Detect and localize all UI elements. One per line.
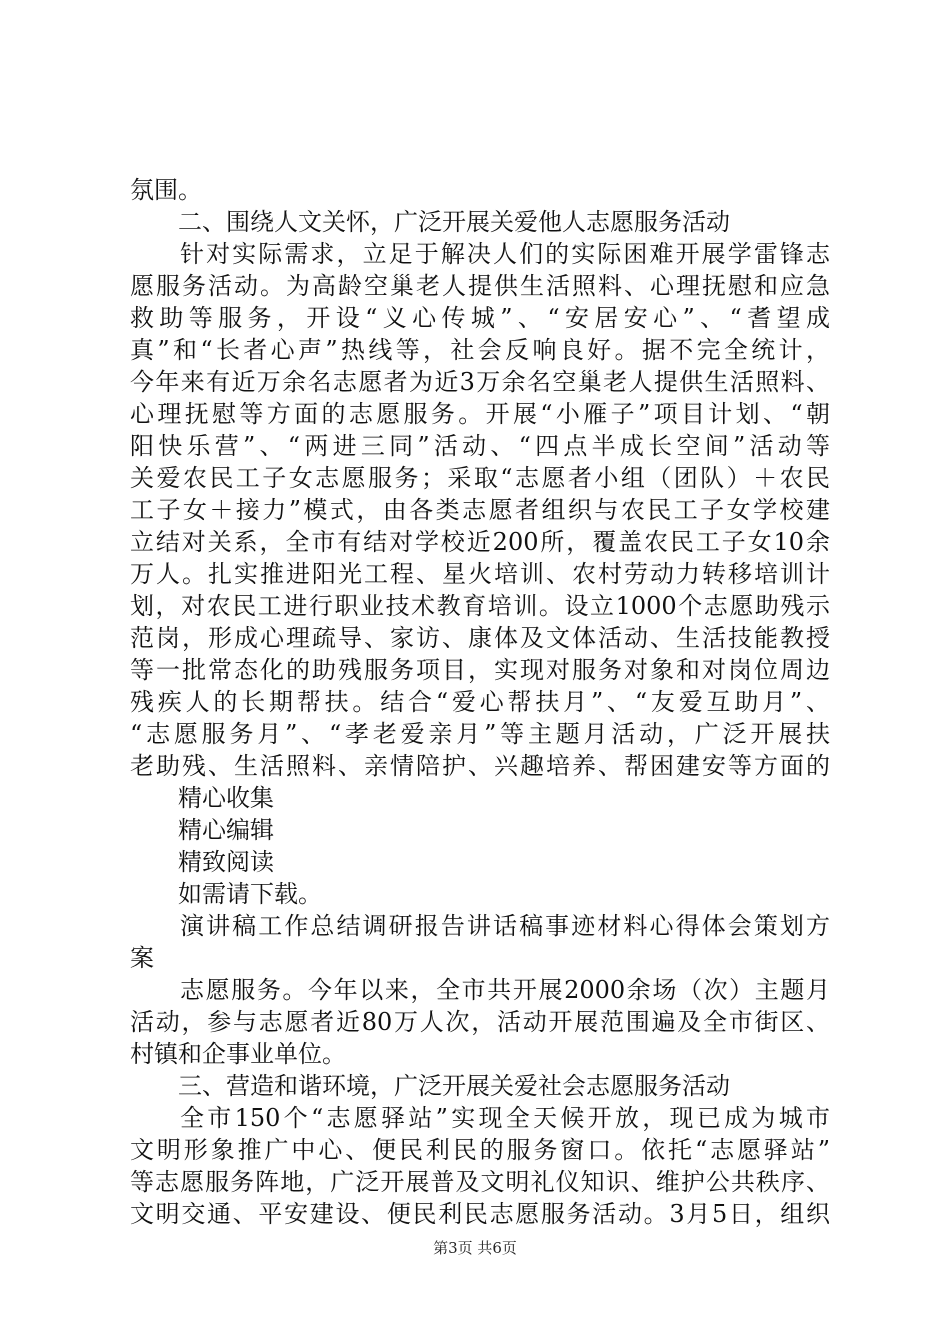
text-line: 今年来有近万余名志愿者为近3万余名空巢老人提供生活照料、 <box>130 368 830 396</box>
promo-line: 精心编辑 <box>178 816 274 844</box>
section-heading: 二、围绕人文关怀，广泛开展关爱他人志愿服务活动 <box>178 208 730 236</box>
text-line: 愿服务活动。为高龄空巢老人提供生活照料、心理抚慰和应急 <box>130 272 830 300</box>
text-line: 等一批常态化的助残服务项目，实现对服务对象和对岗位周边 <box>130 656 830 684</box>
text-line: 救助等服务，开设“义心传城”、“安居安心”、“耆望成 <box>130 304 830 332</box>
text-line: 划，对农民工进行职业技术教育培训。设立1000个志愿助残示 <box>130 592 830 620</box>
text-line: 氛围。 <box>130 176 202 204</box>
text-line: 文明形象推广中心、便民利民的服务窗口。依托“志愿驿站” <box>130 1136 830 1164</box>
text-line: 残疾人的长期帮扶。结合“爱心帮扶月”、“友爱互助月”、 <box>130 688 830 716</box>
paragraph-first-line: 全市150个“志愿驿站”实现全天候开放，现已成为城市 <box>180 1104 830 1132</box>
text-line: 案 <box>130 944 154 972</box>
text-line: 真”和“长者心声”热线等，社会反响良好。据不完全统计， <box>130 336 830 364</box>
document-body <box>130 174 830 1230</box>
text-line: 心理抚慰等方面的志愿服务。开展“小雁子”项目计划、“朝 <box>130 400 830 428</box>
text-line: 村镇和企事业单位。 <box>130 1040 346 1068</box>
text-line: 关爱农民工子女志愿服务；采取“志愿者小组（团队）＋农民 <box>130 464 830 492</box>
paragraph-first-line: 志愿服务。今年以来，全市共开展2000余场（次）主题月 <box>180 976 830 1004</box>
text-line: 老助残、生活照料、亲情陪护、兴趣培养、帮困建安等方面的 <box>130 752 830 780</box>
promo-line: 精致阅读 <box>178 848 274 876</box>
promo-line: 如需请下载。 <box>178 880 322 908</box>
promo-categories-line: 演讲稿工作总结调研报告讲话稿事迹材料心得体会策划方 <box>180 912 830 940</box>
page-footer: 第3页 共6页 <box>433 1239 517 1257</box>
text-line: 文明交通、平安建设、便民利民志愿服务活动。3月5日，组织 <box>130 1200 830 1228</box>
text-line: 等志愿服务阵地，广泛开展普及文明礼仪知识、维护公共秩序、 <box>130 1168 830 1196</box>
text-line: 活动，参与志愿者近80万人次，活动开展范围遍及全市街区、 <box>130 1008 830 1036</box>
text-line: 范岗，形成心理疏导、家访、康体及文体活动、生活技能教授 <box>130 624 830 652</box>
text-line: 万人。扎实推进阳光工程、星火培训、农村劳动力转移培训计 <box>130 560 830 588</box>
text-line: 阳快乐营”、“两进三同”活动、“四点半成长空间”活动等 <box>130 432 830 460</box>
text-line: 立结对关系，全市有结对学校近200所，覆盖农民工子女10余 <box>130 528 830 556</box>
section-heading: 三、营造和谐环境，广泛开展关爱社会志愿服务活动 <box>178 1072 730 1100</box>
paragraph-first-line: 针对实际需求，立足于解决人们的实际困难开展学雷锋志 <box>180 240 830 268</box>
promo-line: 精心收集 <box>178 784 274 812</box>
text-line: “志愿服务月”、“孝老爱亲月”等主题月活动，广泛开展扶 <box>130 720 830 748</box>
text-line: 工子女＋接力”模式，由各类志愿者组织与农民工子女学校建 <box>130 496 830 524</box>
